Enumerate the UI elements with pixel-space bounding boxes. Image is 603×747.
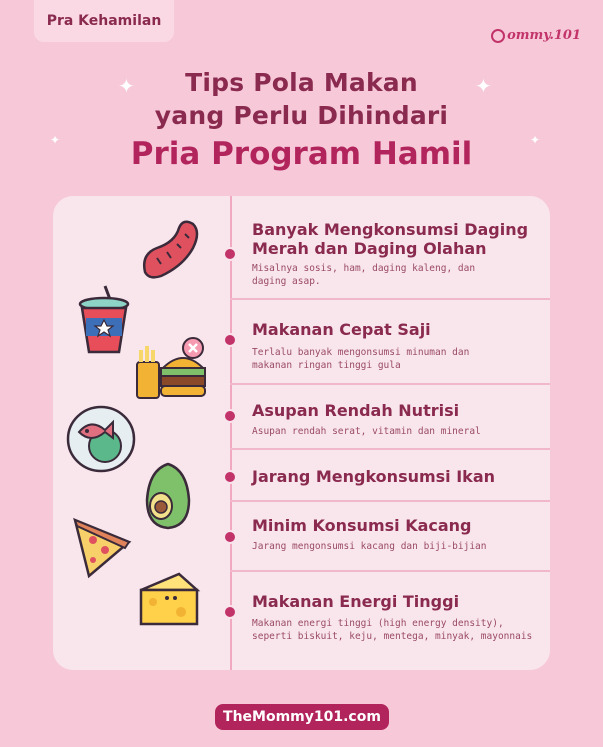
list-item [230, 572, 550, 670]
list-item [230, 450, 550, 502]
item-desc: Misalnya sosis, ham, daging kaleng, dan daging asap. [252, 263, 476, 287]
sausage-icon [135, 214, 205, 284]
bullet-icon [223, 605, 237, 619]
bullet-icon [223, 409, 237, 423]
tips-list [230, 196, 550, 670]
sparkle-icon: ✦ [50, 133, 61, 147]
burger-fries-icon [135, 336, 207, 400]
website-badge[interactable]: TheMommy101.com [215, 704, 389, 730]
page-title [0, 66, 603, 176]
brand-logo [491, 28, 581, 43]
bullet-icon [223, 530, 237, 544]
list-item [230, 385, 550, 450]
item-title: Asupan Rendah Nutrisi [252, 401, 460, 420]
sparkle-icon: ✦ [530, 133, 541, 147]
item-desc: Makanan energi tinggi (high energy density), seperti biskuit, keju, mentega, minyak, mayonnais [252, 618, 533, 642]
item-desc: Terlalu banyak mengonsumsi minuman dan makanan ringan tinggi gula [252, 347, 470, 371]
cheese-icon [137, 570, 201, 628]
tips-card [53, 196, 550, 670]
title-line-1: Tips Pola Makan [185, 68, 418, 97]
list-item [230, 502, 550, 572]
item-desc: Jarang mengonsumsi kacang dan biji-bijian [252, 541, 487, 552]
item-title: Makanan Cepat Saji [252, 320, 431, 339]
bullet-icon [223, 333, 237, 347]
sparkle-icon: ✦ [475, 74, 492, 98]
avocado-icon [143, 462, 193, 530]
item-title: Jarang Mengkonsumsi Ikan [252, 467, 496, 486]
list-item [230, 196, 550, 300]
pizza-icon [71, 516, 133, 580]
bullet-icon [223, 470, 237, 484]
logo-text: ommy.101 [507, 28, 581, 43]
logo-mark-icon [491, 29, 505, 43]
title-line-2: yang Perlu Dihindari [154, 101, 449, 130]
item-title: Minim Konsumsi Kacang [252, 516, 472, 535]
fish-salad-icon [65, 404, 137, 474]
sparkle-icon: ✦ [118, 74, 135, 98]
category-tag: Pra Kehamilan [34, 0, 174, 42]
soda-cup-icon [75, 284, 133, 356]
item-title: Banyak Mengkonsumsi Daging Merah dan Daging Olahan [252, 220, 529, 258]
bullet-icon [223, 247, 237, 261]
item-title: Makanan Energi Tinggi [252, 592, 460, 611]
title-line-3: Pria Program Hamil [130, 136, 473, 172]
list-item [230, 300, 550, 385]
item-desc: Asupan rendah serat, vitamin dan mineral [252, 426, 481, 437]
